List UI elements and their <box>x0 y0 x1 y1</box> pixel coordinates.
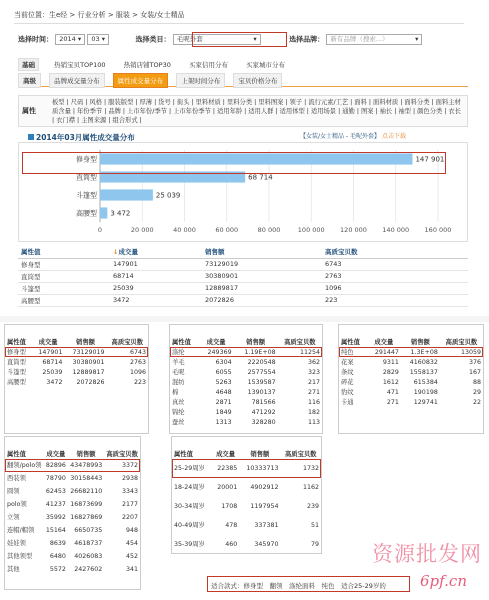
summary-row <box>5 377 148 387</box>
tab-buyer-credit[interactable]: 买家信用分布 <box>188 61 228 69</box>
summary-header: 成交量 <box>206 339 226 346</box>
summary-panel-pattern <box>338 324 484 434</box>
summary-header: 成交量 <box>38 339 58 346</box>
summary-cell: 4026083 <box>74 553 103 560</box>
summary-footer: 适合款式：修身型 翻领 涤纶面料 纯色 适合25-29岁的 <box>207 576 410 592</box>
summary-cell: 271 <box>307 388 320 396</box>
summary-cell: 1313 <box>215 418 232 426</box>
summary-cell: 2763 <box>129 358 146 366</box>
summary-cell: 29 <box>472 388 481 396</box>
table-cell: 68714 <box>110 270 202 282</box>
summary-table <box>5 437 140 576</box>
summary-cell: 82896 <box>45 462 66 469</box>
summary-cell: 781566 <box>251 398 276 406</box>
summary-cell: 连帽/帽领 <box>7 527 35 534</box>
summary-cell: 1539587 <box>247 378 276 386</box>
summary-cell: 其他 <box>7 566 20 573</box>
x-tick-label: 100 000 <box>297 226 325 234</box>
summary-header: 属性值 <box>341 339 360 346</box>
summary-row <box>170 397 322 407</box>
summary-cell: 10333713 <box>246 465 279 472</box>
table-cell: 30380901 <box>202 270 322 282</box>
summary-cell: 1390137 <box>247 388 276 396</box>
summary-cell: 5572 <box>49 566 66 573</box>
summary-row <box>170 347 322 357</box>
table-cell: 2763 <box>322 270 468 282</box>
section-separator <box>0 316 489 322</box>
col-header-sales[interactable]: 销售额 <box>202 246 322 258</box>
category-label: 高腰型 <box>76 209 97 218</box>
table-cell: 斗篷型 <box>18 282 110 294</box>
summary-row <box>5 563 140 576</box>
summary-cell: 2207 <box>121 514 138 521</box>
summary-cell: 1.3E+08 <box>410 348 438 356</box>
summary-cell: 6304 <box>215 358 232 366</box>
summary-cell: 1197954 <box>250 503 279 510</box>
summary-cell: 翻领/polo领 <box>7 462 42 469</box>
year-select[interactable]: 2014 ▾ <box>55 34 85 45</box>
summary-row <box>5 347 148 357</box>
summary-cell: 3343 <box>121 488 138 495</box>
divider <box>14 23 464 24</box>
summary-cell: 锦纶 <box>172 408 185 416</box>
summary-header: 销售额 <box>76 451 96 458</box>
summary-cell: 6650735 <box>74 527 103 534</box>
summary-cell: 1.19E+08 <box>244 348 276 356</box>
summary-cell: 239 <box>306 503 319 510</box>
table-row <box>18 258 468 270</box>
chart-title: 2014年03月属性成交量分布 <box>28 132 135 143</box>
summary-cell: 11254 <box>299 348 320 356</box>
category-label: 选择类目： <box>135 35 171 44</box>
value-label: 147 901 <box>415 155 445 164</box>
summary-cell: 78790 <box>45 475 66 482</box>
summary-cell: 35992 <box>45 514 66 521</box>
summary-cell: 羊毛 <box>172 358 185 366</box>
summary-header: 销售额 <box>76 339 95 346</box>
value-label: 68 714 <box>248 173 273 182</box>
table-cell: 147901 <box>110 258 202 270</box>
summary-row <box>5 472 140 485</box>
summary-row <box>170 357 322 367</box>
summary-header: 属性值 <box>7 451 26 458</box>
summary-header: 属性值 <box>172 339 191 346</box>
summary-row <box>5 459 140 472</box>
summary-cell: 452 <box>125 553 138 560</box>
summary-header-row <box>170 325 322 347</box>
summary-cell: 337381 <box>254 522 279 529</box>
x-tick-label: 20 000 <box>130 226 154 234</box>
table-cell: 1096 <box>322 282 468 294</box>
summary-cell: 1162 <box>302 484 319 491</box>
summary-cell: 471 <box>386 388 399 396</box>
summary-header: 高质宝贝数 <box>111 339 144 346</box>
summary-cell: 1708 <box>221 503 238 510</box>
summary-panel-body-type <box>4 324 149 434</box>
summary-cell: 8639 <box>49 540 66 547</box>
summary-header: 高质宝贝数 <box>284 451 317 458</box>
summary-row <box>172 497 321 516</box>
summary-cell: 混纺 <box>172 378 185 386</box>
summary-row <box>5 524 140 537</box>
summary-cell: 毛呢 <box>172 368 185 376</box>
summary-cell: 30158443 <box>70 475 103 482</box>
summary-cell: 948 <box>125 527 138 534</box>
sort-icon: ↓ <box>113 248 119 257</box>
summary-cell: 16827869 <box>70 514 103 521</box>
summary-cell: 30380901 <box>72 358 105 366</box>
summary-cell: 4902912 <box>250 484 279 491</box>
x-tick-label: 60 000 <box>215 226 239 234</box>
tab-group-label-basic: 基础 <box>18 58 39 71</box>
summary-table <box>5 325 148 387</box>
summary-cell: 18-24周岁 <box>174 484 205 491</box>
summary-cell: 1849 <box>215 408 232 416</box>
category-label: 直筒型 <box>76 173 97 182</box>
tabs-advanced <box>18 73 468 87</box>
summary-row <box>339 397 483 407</box>
tab-attribute-distribution[interactable]: 属性成交量分布 <box>113 73 169 88</box>
table-cell: 3472 <box>110 294 202 306</box>
bar[interactable] <box>100 207 107 218</box>
table-cell: 直筒型 <box>18 270 110 282</box>
summary-row <box>170 387 322 397</box>
summary-cell: 6743 <box>129 348 146 356</box>
summary-cell: 22385 <box>217 465 238 472</box>
tab-listing-time[interactable]: 上架时间分布 <box>176 73 225 88</box>
summary-cell: 323 <box>307 368 320 376</box>
summary-cell: 88 <box>472 378 481 386</box>
summary-cell: 5263 <box>215 378 232 386</box>
summary-cell: 2829 <box>382 368 399 376</box>
summary-cell: 圆领 <box>7 488 20 495</box>
summary-cell: 直筒型 <box>7 358 26 366</box>
category-select[interactable]: 毛呢外套 ▾ <box>173 34 261 45</box>
summary-cell: 2577554 <box>247 368 276 376</box>
summary-cell: 376 <box>468 358 481 366</box>
summary-cell: 蚕丝 <box>172 418 185 426</box>
x-tick-label: 140 000 <box>382 226 410 234</box>
summary-cell: 花案 <box>341 358 354 366</box>
value-label: 25 039 <box>155 191 181 200</box>
summary-row <box>339 347 483 357</box>
attribute-table <box>18 246 468 307</box>
summary-row <box>172 459 321 478</box>
summary-cell: 182 <box>307 408 320 416</box>
category-label: 修身型 <box>76 155 97 164</box>
summary-header: 销售额 <box>250 451 270 458</box>
x-tick-label: 0 <box>97 226 103 234</box>
summary-cell: 3372 <box>121 462 138 469</box>
watermark-logo: 资源批发网 <box>372 542 482 566</box>
summary-header: 高质宝贝数 <box>445 339 478 346</box>
brand-label: 选择品牌： <box>289 35 325 44</box>
summary-header: 高质宝贝数 <box>106 451 138 458</box>
tab-buyer-city[interactable]: 买家城市分布 <box>246 61 286 69</box>
summary-cell: 西装领 <box>7 475 26 482</box>
download-link[interactable]: 点击下载 <box>381 133 406 140</box>
summary-cell: 2427602 <box>74 566 103 573</box>
summary-header: 成交量 <box>46 451 66 458</box>
table-row <box>18 294 468 306</box>
summary-cell: 涤纶 <box>172 348 185 356</box>
attribute-label: 属性 <box>22 107 36 115</box>
highlight-box-category <box>192 32 287 47</box>
table-cell: 2072826 <box>202 294 322 306</box>
summary-row <box>172 478 321 497</box>
summary-cell: 立领 <box>7 514 20 521</box>
summary-cell: 高腰型 <box>7 378 26 386</box>
chart-path: 【女装/女士精品 - 毛呢外套】 点击下载 <box>300 133 406 140</box>
table-cell: 高腰型 <box>18 294 110 306</box>
summary-cell: 12889817 <box>72 368 105 376</box>
summary-cell: 卡通 <box>341 398 354 406</box>
summary-header: 属性值 <box>174 451 193 458</box>
summary-cell: 2871 <box>215 398 232 406</box>
table-cell: 73129019 <box>202 258 322 270</box>
summary-row <box>339 387 483 397</box>
summary-cell: 4160832 <box>409 358 438 366</box>
summary-row <box>339 367 483 377</box>
summary-cell: 6480 <box>49 553 66 560</box>
col-header-quality[interactable]: 高质宝贝数 <box>322 246 468 258</box>
summary-cell: 116 <box>307 398 320 406</box>
summary-cell: 棉 <box>172 388 179 396</box>
watermark-site: 6pf.cn <box>420 572 467 590</box>
summary-cell: 51 <box>310 522 319 529</box>
summary-cell: 30-34周岁 <box>174 503 205 510</box>
summary-cell: 13059 <box>460 348 481 356</box>
summary-cell: 223 <box>133 378 146 386</box>
summary-row <box>5 357 148 367</box>
month-select[interactable]: 03 ▾ <box>87 34 109 45</box>
summary-header: 成交量 <box>374 339 394 346</box>
summary-row <box>5 485 140 498</box>
summary-cell: 113 <box>307 418 320 426</box>
summary-header-row <box>339 325 483 347</box>
table-cell: 12889817 <box>202 282 322 294</box>
summary-cell: 20001 <box>217 484 238 491</box>
tab-price-distribution[interactable]: 宝贝价格分布 <box>233 73 282 88</box>
summary-cell: 豹纹 <box>341 388 354 396</box>
summary-cell: 娃娃领 <box>7 540 26 547</box>
x-tick-label: 40 000 <box>173 226 196 234</box>
highlight-box-top-bar <box>22 152 446 174</box>
summary-cell: 43478993 <box>70 462 103 469</box>
summary-header: 成交量 <box>216 451 236 458</box>
x-tick-label: 120 000 <box>340 226 367 234</box>
summary-row <box>5 537 140 550</box>
summary-row <box>170 367 322 377</box>
summary-cell: 68714 <box>42 358 63 366</box>
summary-cell: 条纹 <box>341 368 354 376</box>
summary-header-row <box>5 437 140 459</box>
summary-cell: 249369 <box>207 348 232 356</box>
summary-cell: 其他领型 <box>7 553 33 560</box>
value-label: 3 472 <box>110 209 131 218</box>
summary-cell: 4618737 <box>74 540 103 547</box>
summary-cell: 26682110 <box>70 488 103 495</box>
tab-brand-distribution[interactable]: 品牌成交量分布 <box>49 73 105 88</box>
summary-panel-collar <box>4 436 141 590</box>
table-row <box>18 270 468 282</box>
brand-search-input[interactable]: 新有品牌（搜索...） ▾ <box>326 34 422 45</box>
summary-cell: 2938 <box>121 475 138 482</box>
summary-header: 属性值 <box>7 339 26 346</box>
summary-cell: 斗篷型 <box>7 368 26 376</box>
summary-cell: 25-29周岁 <box>174 465 205 472</box>
summary-cell: 328280 <box>251 418 276 426</box>
summary-panel-age <box>171 436 322 554</box>
summary-row <box>172 535 321 554</box>
time-label: 选择时间： <box>18 35 53 44</box>
summary-row <box>5 550 140 563</box>
summary-row <box>339 377 483 387</box>
summary-cell: 615384 <box>413 378 438 386</box>
summary-cell: 454 <box>125 540 138 547</box>
summary-row <box>170 377 322 387</box>
table-row <box>18 282 468 294</box>
bar-chart-icon <box>28 134 34 140</box>
table-cell: 6743 <box>322 258 468 270</box>
tabs-basic <box>18 58 468 70</box>
summary-row <box>170 407 322 417</box>
summary-row <box>172 516 321 535</box>
table-cell: 223 <box>322 294 468 306</box>
summary-cell: 41237 <box>45 501 66 508</box>
summary-cell: 1096 <box>129 368 146 376</box>
attribute-links[interactable]: 板型 | 尺码 | 风格 | 服装版型 | 厚薄 | 货号 | 街头 | 里料材质 | 里料分类 | 里料图案 | 领子 | 流行元素/工艺 | 面料 | 面料材质 | 面料分类 | 面料主材质含量 | 年份季节 | 品牌 | 上市年份/季节 | 上市年份季节 | 适用年龄 | 适用人群 | 适用体型 | 适用场景 | 通勤 | 图案 | 袖长 | 袖型 | 颜色分类 | 衣长 | 衣门襟 | 主图来源 | 组合形式 | <box>52 99 462 124</box>
col-header-attribute[interactable]: 属性值 <box>18 246 110 258</box>
summary-row <box>5 498 140 511</box>
summary-row <box>5 511 140 524</box>
table-cell: 修身型 <box>18 258 110 270</box>
summary-cell: 纯色 <box>341 348 354 356</box>
summary-cell: 6055 <box>215 368 232 376</box>
summary-cell: 16873699 <box>70 501 103 508</box>
summary-cell: 471292 <box>251 408 276 416</box>
summary-cell: 1732 <box>302 465 319 472</box>
bar[interactable] <box>100 189 153 200</box>
summary-cell: 3472 <box>46 378 63 386</box>
summary-cell: 35-39周岁 <box>174 541 205 548</box>
summary-cell: 9311 <box>382 358 399 366</box>
tab-hot-items[interactable]: 热销宝贝TOP100 <box>54 61 106 69</box>
summary-cell: 341 <box>125 566 138 573</box>
summary-header: 高质宝贝数 <box>284 339 316 346</box>
summary-row <box>339 357 483 367</box>
summary-cell: 1612 <box>382 378 399 386</box>
summary-header-row <box>5 325 148 347</box>
summary-row <box>5 367 148 377</box>
summary-cell: 碎花 <box>341 378 354 386</box>
category-label: 斗篷型 <box>76 191 97 200</box>
col-header-volume[interactable]: ↓成交量 <box>110 246 202 258</box>
summary-cell: 345970 <box>254 541 279 548</box>
summary-cell: 2072826 <box>76 378 105 386</box>
summary-cell: 478 <box>225 522 238 529</box>
summary-cell: 167 <box>468 368 481 376</box>
summary-cell: 190198 <box>413 388 438 396</box>
summary-cell: 真丝 <box>172 398 185 406</box>
summary-cell: 25039 <box>42 368 63 376</box>
summary-table <box>170 325 322 427</box>
summary-cell: 79 <box>310 541 319 548</box>
summary-cell: 460 <box>225 541 238 548</box>
summary-cell: 271 <box>386 398 399 406</box>
summary-cell: 40-49周岁 <box>174 522 205 529</box>
summary-cell: 73129019 <box>72 348 105 356</box>
summary-cell: 2220548 <box>247 358 276 366</box>
summary-cell: 147901 <box>38 348 63 356</box>
summary-cell: 62453 <box>45 488 66 495</box>
summary-cell: 修身型 <box>7 348 26 356</box>
summary-row <box>170 417 322 427</box>
summary-cell: 362 <box>307 358 320 366</box>
summary-cell: polo领 <box>7 501 27 508</box>
summary-panel-material <box>169 324 323 434</box>
summary-cell: 4648 <box>215 388 232 396</box>
summary-cell: 2177 <box>121 501 138 508</box>
summary-cell: 15164 <box>45 527 66 534</box>
summary-cell: 129741 <box>413 398 438 406</box>
summary-cell: 217 <box>307 378 320 386</box>
summary-cell: 291447 <box>374 348 399 356</box>
x-tick-label: 80 000 <box>257 226 281 234</box>
summary-cell: 1558137 <box>409 368 438 376</box>
summary-header: 销售额 <box>410 339 430 346</box>
summary-cell: 22 <box>472 398 481 406</box>
summary-table <box>339 325 483 407</box>
summary-header-row <box>172 437 321 459</box>
tab-hot-shops[interactable]: 热销店铺TOP30 <box>123 61 171 69</box>
tab-group-label-advanced: 高级 <box>18 73 41 88</box>
table-cell: 25039 <box>110 282 202 294</box>
summary-header: 销售额 <box>246 339 266 346</box>
x-tick-label: 160 000 <box>424 226 452 234</box>
summary-table <box>172 437 321 554</box>
breadcrumb: 当前位置：生e经 > 行业分析 > 服装 > 女装/女士精品 <box>14 11 185 19</box>
